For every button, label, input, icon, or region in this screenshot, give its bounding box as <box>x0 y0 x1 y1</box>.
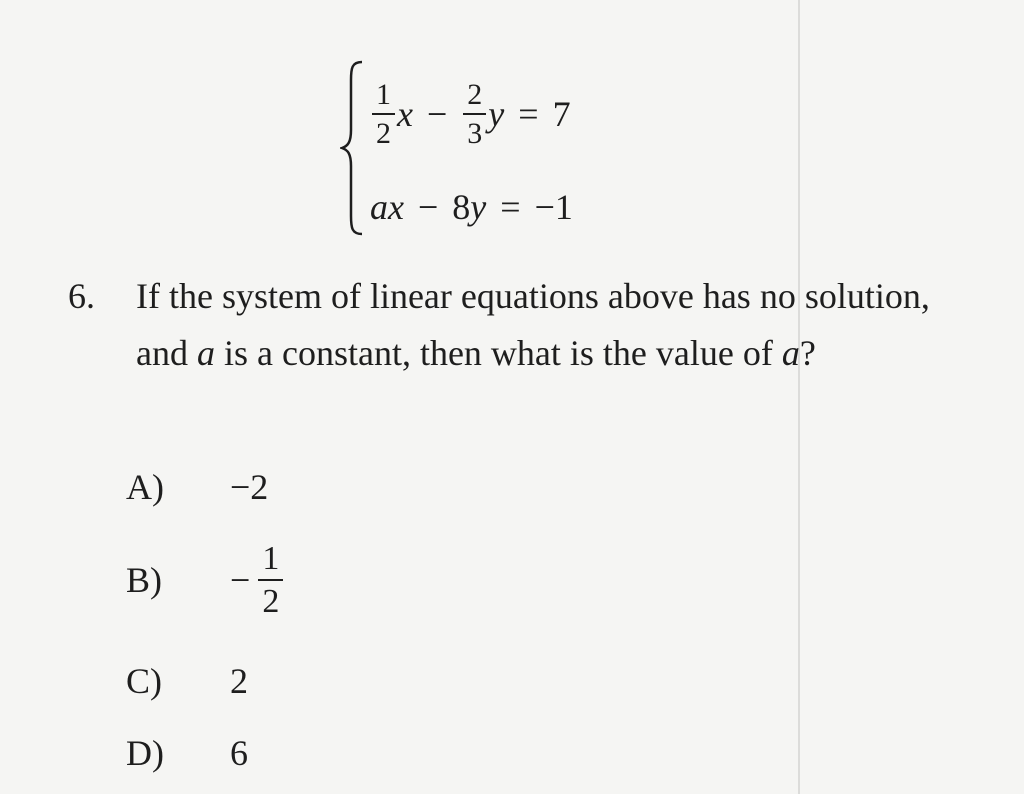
choice-c[interactable] <box>126 656 248 706</box>
choice-value: 2 <box>230 661 248 701</box>
question-text-part: ? <box>799 333 816 373</box>
fraction-denominator: 2 <box>376 116 391 150</box>
fraction-one-half <box>258 539 283 620</box>
question-text-part: If the system of linear equations above has no solution, and <box>136 276 930 373</box>
fraction-numerator: 2 <box>463 80 486 115</box>
fraction-two-thirds <box>463 77 486 150</box>
fraction-numerator: 1 <box>258 542 283 581</box>
right-hand-side: 7 <box>552 94 571 134</box>
question-text-part: is a constant, then what is the value of <box>214 333 782 373</box>
left-brace <box>340 58 366 238</box>
choice-letter: D) <box>126 733 164 773</box>
choice-letter: A) <box>126 467 164 507</box>
page-fold-line <box>798 0 800 794</box>
fraction-numerator: 1 <box>372 80 395 115</box>
equation-row-2 <box>370 182 573 232</box>
fraction-denominator: 2 <box>262 582 280 620</box>
question-number: 6. <box>68 276 95 316</box>
choice-a[interactable] <box>126 462 268 512</box>
variable-x: x <box>397 94 413 134</box>
equals-sign: = <box>500 187 521 227</box>
constant-a: a <box>370 187 388 227</box>
minus-sign: − <box>417 187 439 227</box>
variable-y: y <box>470 187 487 227</box>
variable-x: x <box>388 187 404 227</box>
variable-a: a <box>781 333 800 373</box>
equation-row-1 <box>370 68 571 160</box>
choice-value: 6 <box>230 733 248 773</box>
coefficient-8: 8 <box>452 187 471 227</box>
fraction-denominator: 3 <box>467 116 483 150</box>
equation-system <box>340 58 720 238</box>
variable-a: a <box>196 333 215 373</box>
minus-sign: − <box>426 94 448 134</box>
question-block <box>68 268 948 382</box>
choice-b[interactable] <box>126 530 285 630</box>
choice-letter: B) <box>126 560 162 600</box>
choice-d[interactable] <box>126 728 248 778</box>
choice-fraction <box>230 539 285 620</box>
right-hand-side: −1 <box>534 187 573 227</box>
equals-sign: = <box>518 94 539 134</box>
variable-y: y <box>488 94 505 134</box>
negative-sign: − <box>230 560 251 600</box>
question-text <box>136 268 946 382</box>
fraction-one-half <box>372 77 395 150</box>
choice-value: −2 <box>230 467 269 507</box>
choice-letter: C) <box>126 661 162 701</box>
